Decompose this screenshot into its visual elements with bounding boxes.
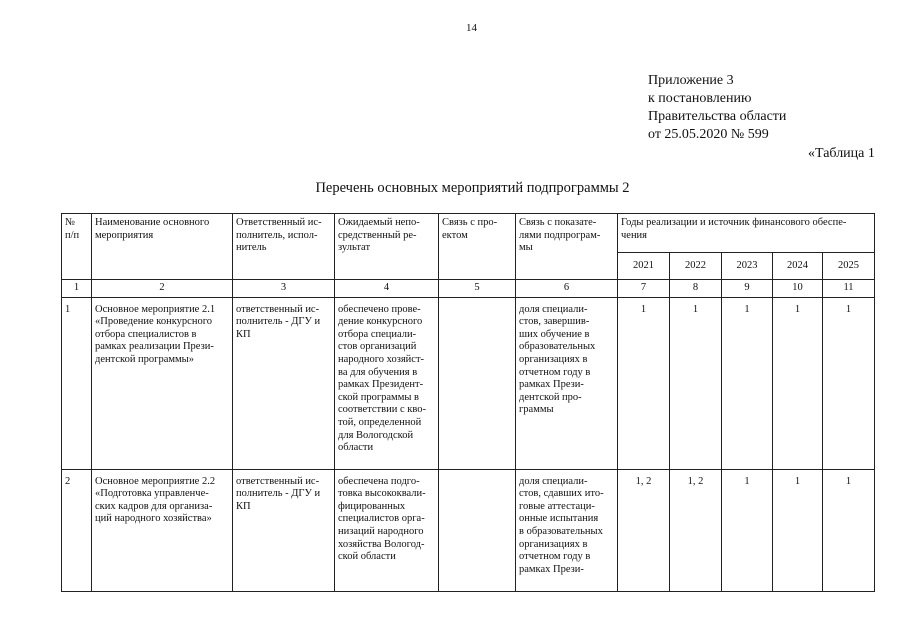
document-title: Перечень основных мероприятий подпрограммы 2 [315, 180, 630, 196]
header-indicators: Связь с показате- лями подпрограм- мы [516, 214, 618, 280]
row-year-value: 1 [670, 297, 722, 469]
column-number: 1 [62, 280, 92, 298]
row-expected-result: обеспечено прове- дение конкурсного отбора специали- стов организаций народного хозяйст- ва для обучения в рамках Президент- ской программы в соответствии с кво- той, определенной для Вологодской области [335, 297, 439, 469]
row-measure-name: Основное мероприятие 2.1 «Проведение конкурсного отбора специалистов в рамках реализации Прези- дентской программы» [92, 297, 233, 469]
column-number-row [62, 280, 875, 298]
header-row [62, 214, 875, 253]
row-year-value: 1 [618, 297, 670, 469]
column-number: 2 [92, 280, 233, 298]
table-mark: «Таблица 1 [808, 146, 875, 161]
row-year-value: 1 [722, 297, 773, 469]
column-number: 6 [516, 280, 618, 298]
header-year: 2022 [670, 253, 722, 280]
row-num: 1 [62, 297, 92, 469]
header-year: 2025 [823, 253, 875, 280]
header-result: Ожидаемый непо- средственный ре- зультат [335, 214, 439, 280]
header-project: Связь с про- ектом [439, 214, 516, 280]
row-year-value: 1 [823, 297, 875, 469]
table-row [62, 297, 875, 469]
measures-table [61, 213, 875, 592]
appendix-line: к постановлению [648, 91, 752, 106]
row-measure-name: Основное мероприятие 2.2 «Подготовка управленче- ских кадров для организа- ций народного хозяйства» [92, 469, 233, 591]
row-year-value: 1, 2 [670, 469, 722, 591]
row-year-value: 1 [722, 469, 773, 591]
row-responsible: ответственный ис- полнитель - ДГУ и КП [233, 297, 335, 469]
column-number: 8 [670, 280, 722, 298]
row-expected-result: обеспечена подго- товка высококвали- фицированных специалистов орга- низаций народного хозяйства Вологод- ской области [335, 469, 439, 591]
row-indicators: доля специали- стов, завершив- ших обучение в образовательных организациях в отчетном году в рамках Прези- дентской про- граммы [516, 297, 618, 469]
appendix-block [648, 72, 786, 144]
row-project-link [439, 469, 516, 591]
row-year-value: 1 [773, 297, 823, 469]
column-number: 11 [823, 280, 875, 298]
column-number: 4 [335, 280, 439, 298]
column-number: 5 [439, 280, 516, 298]
row-year-value: 1 [773, 469, 823, 591]
appendix-line: Правительства области [648, 109, 787, 124]
page-number: 14 [466, 22, 477, 34]
header-years-group: Годы реализации и источник финансового обеспе- чения [618, 214, 875, 253]
header-num: № п/п [62, 214, 92, 280]
header-year: 2021 [618, 253, 670, 280]
appendix-line: от 25.05.2020 № 599 [648, 127, 769, 142]
table-row [62, 469, 875, 591]
appendix-line: Приложение 3 [648, 73, 734, 88]
row-responsible: ответственный ис- полнитель - ДГУ и КП [233, 469, 335, 591]
header-name: Наименование основного мероприятия [92, 214, 233, 280]
header-responsible: Ответственный ис- полнитель, испол- нитель [233, 214, 335, 280]
row-num: 2 [62, 469, 92, 591]
row-project-link [439, 297, 516, 469]
column-number: 7 [618, 280, 670, 298]
row-year-value: 1 [823, 469, 875, 591]
column-number: 9 [722, 280, 773, 298]
row-indicators: доля специали- стов, сдавших ито- говые аттестаци- онные испытания в образовательных организациях в отчетном году в рамках Прези- [516, 469, 618, 591]
header-year: 2023 [722, 253, 773, 280]
header-year: 2024 [773, 253, 823, 280]
row-year-value: 1, 2 [618, 469, 670, 591]
column-number: 10 [773, 280, 823, 298]
column-number: 3 [233, 280, 335, 298]
